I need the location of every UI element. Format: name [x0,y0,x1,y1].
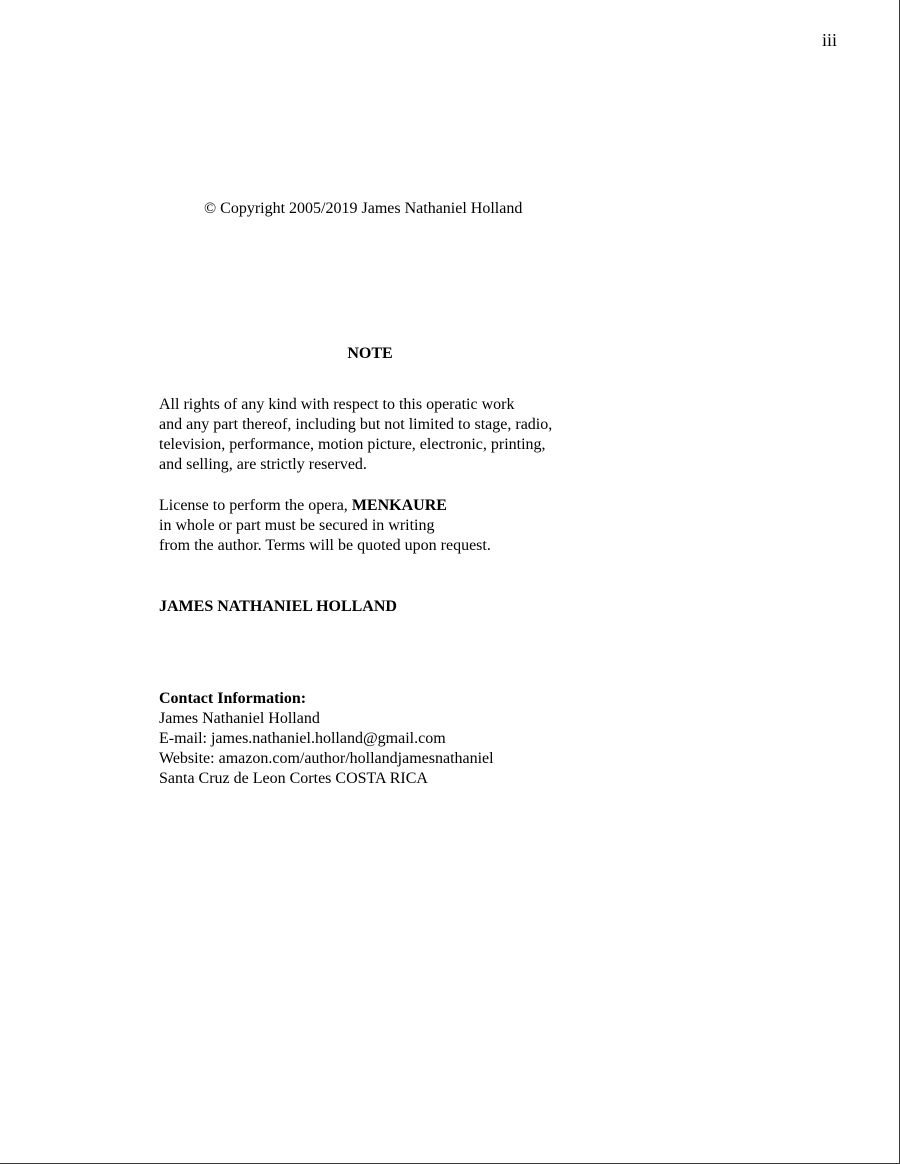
contact-block [159,689,494,789]
rights-line: and selling, are strictly reserved. [159,456,367,473]
opera-title: MENKAURE [351,497,447,514]
contact-website: Website: amazon.com/author/hollandjamesnathaniel [159,750,494,767]
contact-location: Santa Cruz de Leon Cortes COSTA RICA [159,770,428,787]
license-prefix: License to perform the opera, [159,497,352,514]
note-heading: NOTE [347,345,393,362]
rights-line: television, performance, motion picture, electronic, printing, [159,436,546,453]
rights-paragraph [159,395,552,475]
license-line: in whole or part must be secured in writing [159,517,435,534]
license-paragraph [159,496,491,556]
license-line [159,496,491,516]
page-number: iii [821,30,837,50]
license-line: from the author. Terms will be quoted upon request. [159,537,491,554]
contact-email: E-mail: james.nathaniel.holland@gmail.com [159,730,446,747]
contact-heading: Contact Information: [159,690,307,707]
rights-line: All rights of any kind with respect to this operatic work [159,396,515,413]
copyright-notice: © Copyright 2005/2019 James Nathaniel Holland [204,200,523,217]
contact-name: James Nathaniel Holland [159,710,320,727]
rights-line: and any part thereof, including but not limited to stage, radio, [159,416,553,433]
author-name: JAMES NATHANIEL HOLLAND [159,598,397,615]
